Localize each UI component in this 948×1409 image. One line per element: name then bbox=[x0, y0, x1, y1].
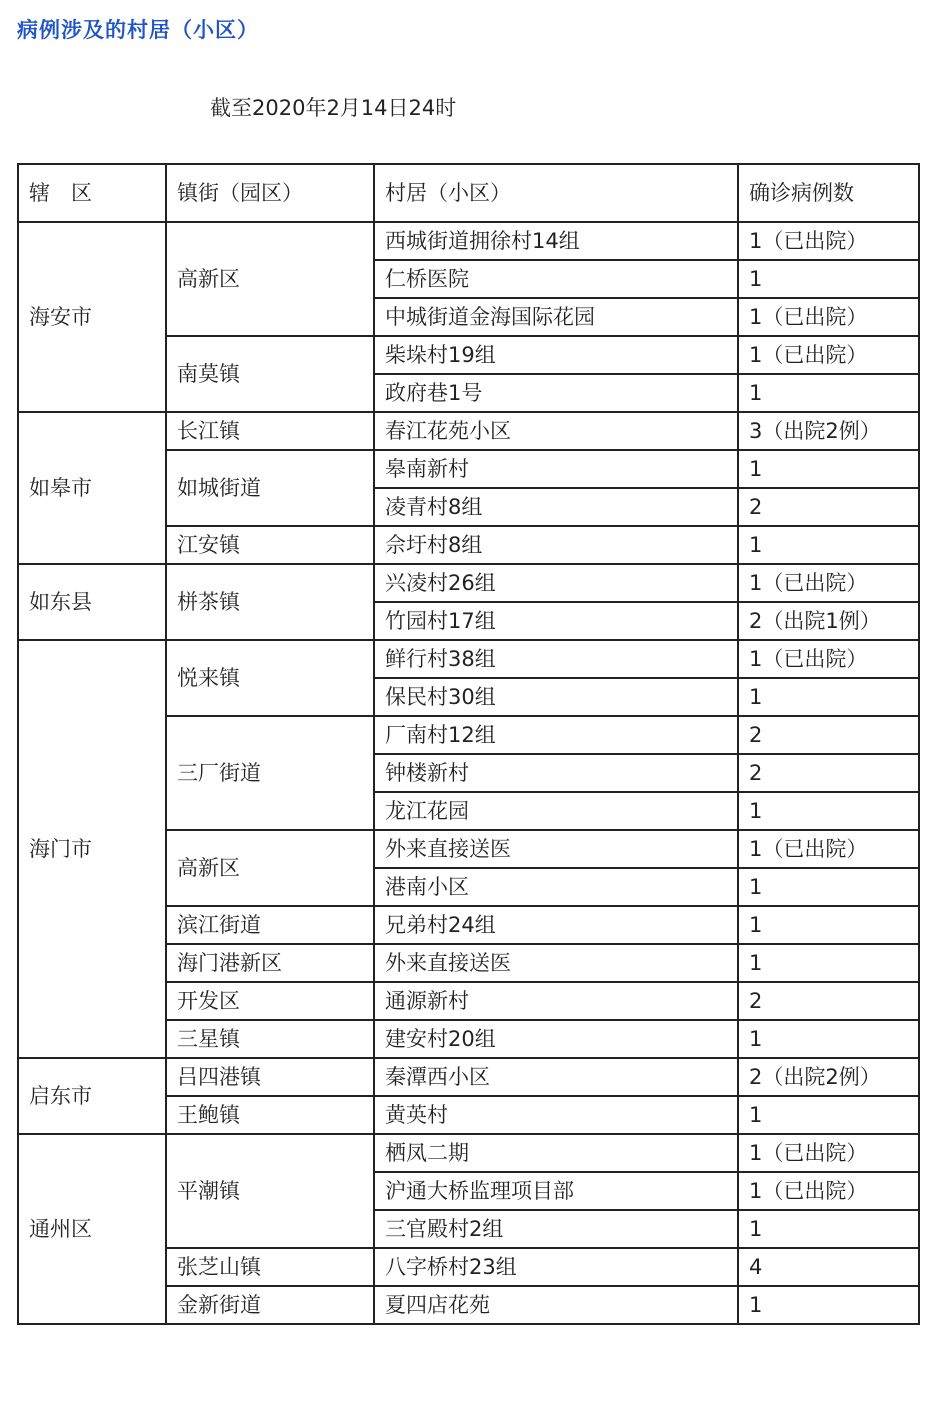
district-cell: 启东市 bbox=[18, 1058, 166, 1134]
cases-cell: 2 bbox=[738, 754, 919, 792]
district-cell: 如东县 bbox=[18, 564, 166, 640]
town-cell: 如城街道 bbox=[166, 450, 374, 526]
village-cell: 兴凌村26组 bbox=[374, 564, 738, 602]
cases-cell: 1 bbox=[738, 944, 919, 982]
cases-cell: 1 bbox=[738, 1096, 919, 1134]
table-row bbox=[18, 640, 919, 678]
village-cell: 春江花苑小区 bbox=[374, 412, 738, 450]
cases-cell: 1 bbox=[738, 526, 919, 564]
town-cell: 滨江街道 bbox=[166, 906, 374, 944]
cases-cell: 2 bbox=[738, 982, 919, 1020]
cases-cell: 1 bbox=[738, 678, 919, 716]
village-cell: 三官殿村2组 bbox=[374, 1210, 738, 1248]
table-row bbox=[18, 1058, 919, 1096]
village-cell: 龙江花园 bbox=[374, 792, 738, 830]
village-cell: 港南小区 bbox=[374, 868, 738, 906]
district-cell: 通州区 bbox=[18, 1134, 166, 1324]
cases-cell: 1（已出院） bbox=[738, 298, 919, 336]
village-cell: 鲜行村38组 bbox=[374, 640, 738, 678]
town-cell: 高新区 bbox=[166, 830, 374, 906]
cases-cell: 1（已出院） bbox=[738, 640, 919, 678]
town-cell: 平潮镇 bbox=[166, 1134, 374, 1248]
cases-cell: 1 bbox=[738, 1020, 919, 1058]
town-cell: 金新街道 bbox=[166, 1286, 374, 1324]
village-cell: 沪通大桥监理项目部 bbox=[374, 1172, 738, 1210]
village-cell: 建安村20组 bbox=[374, 1020, 738, 1058]
village-cell: 栖凤二期 bbox=[374, 1134, 738, 1172]
header-district: 辖 区 bbox=[18, 164, 166, 222]
cases-cell: 1 bbox=[738, 1210, 919, 1248]
village-cell: 秦潭西小区 bbox=[374, 1058, 738, 1096]
cases-cell: 1 bbox=[738, 450, 919, 488]
cases-cell: 1 bbox=[738, 906, 919, 944]
table-body bbox=[18, 222, 919, 1324]
town-cell: 高新区 bbox=[166, 222, 374, 336]
town-cell: 南莫镇 bbox=[166, 336, 374, 412]
village-cell: 中城街道金海国际花园 bbox=[374, 298, 738, 336]
page-title: 病例涉及的村居（小区） bbox=[17, 18, 259, 42]
cases-cell: 2（出院2例） bbox=[738, 1058, 919, 1096]
cases-cell: 1 bbox=[738, 374, 919, 412]
cases-cell: 2 bbox=[738, 488, 919, 526]
town-cell: 三星镇 bbox=[166, 1020, 374, 1058]
village-cell: 厂南村12组 bbox=[374, 716, 738, 754]
town-cell: 栟茶镇 bbox=[166, 564, 374, 640]
as-of-date: 截至2020年2月14日24时 bbox=[210, 96, 457, 120]
town-cell: 开发区 bbox=[166, 982, 374, 1020]
district-cell: 海安市 bbox=[18, 222, 166, 412]
village-cell: 八字桥村23组 bbox=[374, 1248, 738, 1286]
village-cell: 政府巷1号 bbox=[374, 374, 738, 412]
district-cell: 海门市 bbox=[18, 640, 166, 1058]
cases-cell: 4 bbox=[738, 1248, 919, 1286]
village-cell: 黄英村 bbox=[374, 1096, 738, 1134]
village-cell: 钟楼新村 bbox=[374, 754, 738, 792]
table-row bbox=[18, 1134, 919, 1172]
town-cell: 悦来镇 bbox=[166, 640, 374, 716]
town-cell: 张芝山镇 bbox=[166, 1248, 374, 1286]
cases-cell: 1 bbox=[738, 868, 919, 906]
village-cell: 西城街道拥徐村14组 bbox=[374, 222, 738, 260]
cases-cell: 1 bbox=[738, 1286, 919, 1324]
table-row bbox=[18, 222, 919, 260]
table-row bbox=[18, 564, 919, 602]
village-cell: 外来直接送医 bbox=[374, 944, 738, 982]
cases-cell: 1（已出院） bbox=[738, 564, 919, 602]
village-cell: 兄弟村24组 bbox=[374, 906, 738, 944]
table-header-row bbox=[18, 164, 919, 222]
town-cell: 吕四港镇 bbox=[166, 1058, 374, 1096]
town-cell: 三厂街道 bbox=[166, 716, 374, 830]
cases-cell: 2（出院1例） bbox=[738, 602, 919, 640]
cases-cell: 1（已出院） bbox=[738, 1172, 919, 1210]
cases-cell: 2 bbox=[738, 716, 919, 754]
cases-cell: 1（已出院） bbox=[738, 222, 919, 260]
village-cell: 柴垛村19组 bbox=[374, 336, 738, 374]
village-cell: 竹园村17组 bbox=[374, 602, 738, 640]
village-cell: 佘圩村8组 bbox=[374, 526, 738, 564]
header-cases: 确诊病例数 bbox=[738, 164, 919, 222]
header-village: 村居（小区） bbox=[374, 164, 738, 222]
village-cell: 夏四店花苑 bbox=[374, 1286, 738, 1324]
town-cell: 海门港新区 bbox=[166, 944, 374, 982]
header-town: 镇街（园区） bbox=[166, 164, 374, 222]
village-cell: 皋南新村 bbox=[374, 450, 738, 488]
cases-table bbox=[17, 163, 920, 1325]
cases-cell: 3（出院2例） bbox=[738, 412, 919, 450]
cases-cell: 1 bbox=[738, 260, 919, 298]
table-row bbox=[18, 412, 919, 450]
district-cell: 如皋市 bbox=[18, 412, 166, 564]
cases-cell: 1 bbox=[738, 792, 919, 830]
cases-cell: 1（已出院） bbox=[738, 1134, 919, 1172]
town-cell: 长江镇 bbox=[166, 412, 374, 450]
village-cell: 通源新村 bbox=[374, 982, 738, 1020]
town-cell: 江安镇 bbox=[166, 526, 374, 564]
village-cell: 仁桥医院 bbox=[374, 260, 738, 298]
town-cell: 王鲍镇 bbox=[166, 1096, 374, 1134]
village-cell: 凌青村8组 bbox=[374, 488, 738, 526]
cases-cell: 1（已出院） bbox=[738, 830, 919, 868]
village-cell: 外来直接送医 bbox=[374, 830, 738, 868]
village-cell: 保民村30组 bbox=[374, 678, 738, 716]
cases-cell: 1（已出院） bbox=[738, 336, 919, 374]
